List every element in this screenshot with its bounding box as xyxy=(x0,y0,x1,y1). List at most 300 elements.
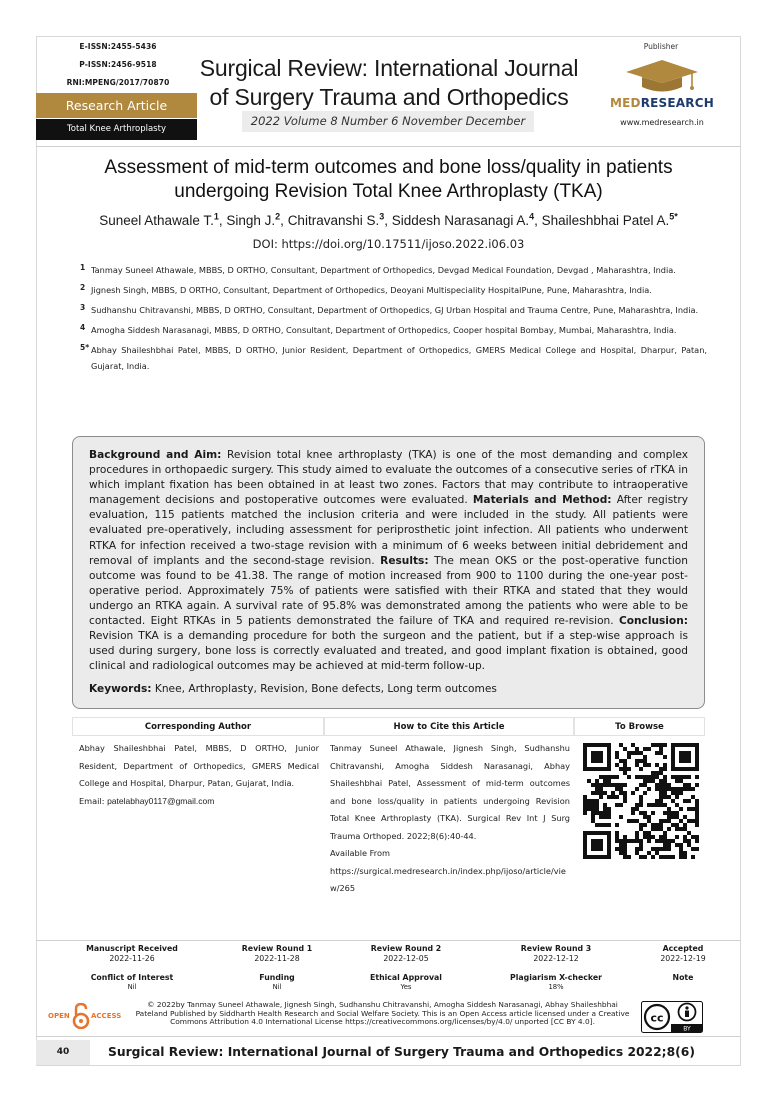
qr-module xyxy=(647,819,651,823)
qr-module xyxy=(647,779,651,783)
qr-module xyxy=(599,787,603,791)
header-divider xyxy=(36,146,741,147)
qr-module xyxy=(663,855,667,859)
ethical-approval xyxy=(346,973,466,991)
qr-module xyxy=(635,751,639,755)
qr-module xyxy=(683,839,687,843)
qr-module xyxy=(595,783,599,787)
author-name: Shaileshbhai Patel A. xyxy=(541,212,670,228)
qr-module xyxy=(663,783,667,787)
qr-module xyxy=(675,815,679,819)
qr-module xyxy=(679,775,683,779)
qr-module xyxy=(591,783,595,787)
methods-text: After registry evaluation, 115 patients matched the inclusion criteria and were included in the study. All patients were evaluated pre-operatively, including assessment for periprosthetic joint infection. All patients who underwent RTKA for infection received a two-stage revision with a minimum of 6 weeks between initial debridement and removal of implants and the second-stage revision. xyxy=(89,494,689,567)
qr-module xyxy=(583,743,587,747)
qr-module xyxy=(607,795,611,799)
affiliation-number: 1 xyxy=(80,263,86,272)
qr-module xyxy=(655,783,659,787)
qr-module xyxy=(631,839,635,843)
journal-title xyxy=(190,54,588,112)
author-name: Chitravanshi S. xyxy=(287,212,380,228)
qr-module xyxy=(655,827,659,831)
qr-module xyxy=(583,855,587,859)
qr-module xyxy=(687,787,691,791)
qr-module xyxy=(679,759,683,763)
qr-module xyxy=(647,787,651,791)
qr-module xyxy=(659,827,663,831)
publisher-label: Publisher xyxy=(643,42,679,51)
qr-module xyxy=(627,819,631,823)
qr-module xyxy=(695,759,699,763)
author-affil-number: 4 xyxy=(529,211,535,221)
qr-module xyxy=(591,791,595,795)
qr-module xyxy=(607,763,611,767)
qr-module xyxy=(587,831,591,835)
author-name: Suneel Athawale T. xyxy=(99,212,214,228)
author-affil-number: 2 xyxy=(275,211,281,221)
qr-module xyxy=(663,767,667,771)
qr-module xyxy=(639,751,643,755)
date-review-round-1 xyxy=(217,944,337,963)
qr-module xyxy=(667,807,671,811)
qr-module xyxy=(659,799,663,803)
qr-module xyxy=(655,743,659,747)
article-url-link[interactable]: https://surgical.medresearch.in/index.php/ijoso/article/view/265 xyxy=(330,865,566,893)
qr-module xyxy=(683,827,687,831)
qr-module xyxy=(643,815,647,819)
article-type-badge: Research Article xyxy=(36,93,197,118)
qr-module xyxy=(623,847,627,851)
qr-module xyxy=(635,839,639,843)
qr-module xyxy=(623,763,627,767)
qr-module xyxy=(615,839,619,843)
qr-module xyxy=(607,855,611,859)
email-link[interactable]: patelabhay0117@gmail.com xyxy=(107,795,215,806)
qr-module xyxy=(583,795,587,799)
qr-module xyxy=(627,767,631,771)
qr-module xyxy=(627,775,631,779)
qr-module xyxy=(583,839,587,843)
qr-module xyxy=(675,843,679,847)
qr-module xyxy=(599,815,603,819)
qr-module xyxy=(675,811,679,815)
qr-module xyxy=(651,823,655,827)
qr-module xyxy=(695,775,699,779)
qr-module xyxy=(643,779,647,783)
email-label: Email: xyxy=(79,795,108,806)
qr-module xyxy=(675,779,679,783)
qr-module xyxy=(623,835,627,839)
doi-link[interactable]: DOI: https://doi.org/10.17511/ijoso.2022.i06.03 xyxy=(252,237,525,251)
qr-module xyxy=(623,747,627,751)
affiliations xyxy=(80,262,707,378)
results-label: Results: xyxy=(380,554,429,567)
qr-module xyxy=(599,831,603,835)
qr-module xyxy=(663,835,667,839)
qr-module xyxy=(695,783,699,787)
qr-module xyxy=(683,783,687,787)
qr-module xyxy=(603,815,607,819)
qr-module xyxy=(599,759,603,763)
declaration-value: Yes xyxy=(400,983,412,991)
qr-module xyxy=(583,843,587,847)
qr-module xyxy=(667,819,671,823)
qr-module xyxy=(607,839,611,843)
qr-module xyxy=(607,775,611,779)
declaration-label: Funding xyxy=(259,973,295,982)
abstract-text xyxy=(89,448,688,674)
qr-module xyxy=(679,767,683,771)
methods-label: Materials and Method: xyxy=(472,494,612,507)
qr-module xyxy=(595,855,599,859)
author-separator: , xyxy=(384,212,392,228)
qr-module xyxy=(627,855,631,859)
qr-module xyxy=(659,855,663,859)
qr-module xyxy=(635,775,639,779)
qr-module xyxy=(675,775,679,779)
qr-module xyxy=(635,831,639,835)
declaration-label: Ethical Approval xyxy=(370,973,442,982)
qr-module xyxy=(591,807,595,811)
qr-module xyxy=(663,775,667,779)
qr-module xyxy=(667,811,671,815)
rni-number: RNI:MPENG/2017/70870 xyxy=(66,78,170,87)
affiliation-item xyxy=(80,342,707,374)
qr-module xyxy=(619,847,623,851)
qr-module xyxy=(591,751,595,755)
qr-module xyxy=(607,843,611,847)
qr-module xyxy=(635,763,639,767)
date-accepted xyxy=(623,944,743,963)
qr-module xyxy=(615,783,619,787)
publisher-url[interactable]: www.medresearch.in xyxy=(620,118,704,127)
qr-module xyxy=(659,767,663,771)
results-text: The mean OKS or the post-operative function outcome was found to be 41.38. The range of motion increased from 900 to 1100 during the one-year post-operative period. Approximately 75% of patients were satisfied with their RTKA and stated that they would undergo an RTKA again. A survival rate of 95.8% was demonstrated among the patients who were able to be contacted. Eight RTKAs in 5 patients demonstrated the failure of TKA and required re-revision. xyxy=(89,554,688,628)
qr-module xyxy=(651,771,655,775)
qr-module xyxy=(615,775,619,779)
qr-module xyxy=(607,807,611,811)
affiliation-text: Tanmay Suneel Athawale, MBBS, D ORTHO, Consultant, Department of Orthopedics, Devgad Medical Foundation, Devgad , Maharashtra, India. xyxy=(91,265,676,275)
qr-module xyxy=(675,767,679,771)
qr-module xyxy=(679,791,683,795)
qr-module xyxy=(671,787,675,791)
qr-module xyxy=(603,803,607,807)
qr-module xyxy=(599,843,603,847)
qr-module xyxy=(591,811,595,815)
qr-code-icon[interactable] xyxy=(583,743,699,859)
qr-module xyxy=(643,831,647,835)
qr-module xyxy=(599,795,603,799)
qr-module xyxy=(639,823,643,827)
qr-module xyxy=(607,747,611,751)
qr-module xyxy=(595,755,599,759)
qr-module xyxy=(611,775,615,779)
author-affil-number: 5* xyxy=(669,211,678,221)
qr-module xyxy=(683,835,687,839)
date-value: 2022-11-26 xyxy=(109,954,155,963)
conflict-of-interest xyxy=(72,973,192,991)
qr-module xyxy=(691,847,695,851)
qr-module xyxy=(583,799,587,803)
qr-module xyxy=(583,747,587,751)
email-line xyxy=(79,793,319,811)
qr-module xyxy=(635,803,639,807)
qr-module xyxy=(595,799,599,803)
qr-module xyxy=(679,819,683,823)
qr-module xyxy=(623,791,627,795)
qr-module xyxy=(595,759,599,763)
qr-module xyxy=(675,803,679,807)
qr-module xyxy=(619,759,623,763)
qr-module xyxy=(671,747,675,751)
qr-module xyxy=(615,763,619,767)
qr-module xyxy=(623,783,627,787)
qr-module xyxy=(651,855,655,859)
qr-module xyxy=(595,847,599,851)
qr-module xyxy=(603,811,607,815)
qr-module xyxy=(695,803,699,807)
qr-module xyxy=(607,835,611,839)
qr-module xyxy=(623,799,627,803)
qr-module xyxy=(583,751,587,755)
qr-module xyxy=(675,835,679,839)
qr-module xyxy=(655,839,659,843)
qr-module xyxy=(607,831,611,835)
qr-module xyxy=(655,763,659,767)
qr-module xyxy=(595,839,599,843)
qr-module xyxy=(607,767,611,771)
qr-module xyxy=(623,843,627,847)
qr-module xyxy=(647,839,651,843)
author-separator: , xyxy=(280,212,288,228)
qr-module xyxy=(595,811,599,815)
keywords-label: Keywords: xyxy=(89,683,152,696)
qr-module xyxy=(643,855,647,859)
qr-module xyxy=(643,823,647,827)
qr-module xyxy=(655,847,659,851)
qr-module xyxy=(663,787,667,791)
qr-module xyxy=(695,847,699,851)
graduation-cap-logo xyxy=(624,58,700,96)
qr-module xyxy=(623,771,627,775)
qr-module xyxy=(663,755,667,759)
qr-module xyxy=(683,743,687,747)
qr-module xyxy=(671,855,675,859)
qr-module xyxy=(583,803,587,807)
date-value: 2022-12-05 xyxy=(383,954,429,963)
qr-module xyxy=(607,851,611,855)
qr-module xyxy=(603,779,607,783)
affiliation-number: 4 xyxy=(80,323,86,332)
publisher-name-part-b: RESEARCH xyxy=(640,96,714,110)
qr-module xyxy=(695,835,699,839)
qr-module xyxy=(659,803,663,807)
qr-module xyxy=(671,775,675,779)
qr-module xyxy=(675,787,679,791)
qr-module xyxy=(687,843,691,847)
publisher-logo-text xyxy=(608,96,716,110)
qr-module xyxy=(683,851,687,855)
qr-module xyxy=(667,847,671,851)
qr-module xyxy=(591,743,595,747)
qr-module xyxy=(671,767,675,771)
abstract-box xyxy=(72,436,705,709)
qr-module xyxy=(599,743,603,747)
qr-module xyxy=(599,855,603,859)
qr-module xyxy=(683,775,687,779)
qr-module xyxy=(695,755,699,759)
qr-module xyxy=(671,839,675,843)
qr-module xyxy=(671,799,675,803)
qr-module xyxy=(695,751,699,755)
qr-module xyxy=(635,835,639,839)
qr-module xyxy=(691,767,695,771)
qr-module xyxy=(643,755,647,759)
qr-module xyxy=(643,791,647,795)
declaration-value: 18% xyxy=(548,983,564,991)
qr-module xyxy=(583,811,587,815)
qr-module xyxy=(663,803,667,807)
qr-module xyxy=(663,843,667,847)
qr-module xyxy=(647,831,651,835)
affiliation-number: 3 xyxy=(80,303,86,312)
qr-module xyxy=(615,751,619,755)
qr-module xyxy=(683,755,687,759)
qr-module xyxy=(583,763,587,767)
qr-module xyxy=(619,743,623,747)
date-review-round-2 xyxy=(346,944,466,963)
declaration-label: Plagiarism X-checker xyxy=(510,973,602,982)
qr-module xyxy=(595,823,599,827)
qr-module xyxy=(659,751,663,755)
author xyxy=(288,213,392,228)
qr-module xyxy=(603,807,607,811)
qr-module xyxy=(663,831,667,835)
qr-module xyxy=(607,743,611,747)
qr-module xyxy=(643,775,647,779)
qr-module xyxy=(615,787,619,791)
cite-header: How to Cite this Article xyxy=(324,717,574,736)
qr-module xyxy=(687,839,691,843)
qr-module xyxy=(683,823,687,827)
qr-module xyxy=(679,827,683,831)
qr-module xyxy=(663,839,667,843)
qr-module xyxy=(679,743,683,747)
qr-module xyxy=(667,783,671,787)
keywords xyxy=(89,683,688,695)
qr-module xyxy=(639,847,643,851)
qr-module xyxy=(683,815,687,819)
meta-divider xyxy=(36,940,741,941)
qr-module xyxy=(603,743,607,747)
qr-module xyxy=(691,807,695,811)
qr-module xyxy=(691,787,695,791)
qr-module xyxy=(595,787,599,791)
cc-by-license-icon[interactable] xyxy=(641,1001,703,1033)
citation-text: Tanmay Suneel Athawale, Jignesh Singh, Sudhanshu Chitravanshi, Amogha Siddesh Narasanagi, Abhay Shaileshbhai Patel, Assessment of mid-term outcomes and bone loss/quality in patients undergoing Revision Total Knee Arthroplasty (TKA). Surgical Rev Int J Surg Trauma Orthoped. 2022;8(6):40-44. xyxy=(330,743,570,841)
qr-module xyxy=(639,775,643,779)
pissn: P-ISSN:2456-9518 xyxy=(79,60,157,69)
volume-info: 2022 Volume 8 Number 6 November December xyxy=(242,111,534,132)
qr-module xyxy=(583,851,587,855)
qr-module xyxy=(635,807,639,811)
declaration-value: Nil xyxy=(127,983,137,991)
qr-module xyxy=(647,851,651,855)
qr-module xyxy=(659,823,663,827)
qr-module xyxy=(607,759,611,763)
qr-module xyxy=(691,819,695,823)
qr-module xyxy=(631,743,635,747)
qr-module xyxy=(667,855,671,859)
qr-module xyxy=(639,811,643,815)
available-from-label: Available From xyxy=(330,848,390,858)
author xyxy=(542,213,678,228)
qr-module xyxy=(591,855,595,859)
author-name: Singh J. xyxy=(226,212,276,228)
funding xyxy=(217,973,337,991)
qr-module xyxy=(635,819,639,823)
qr-module xyxy=(607,811,611,815)
qr-module xyxy=(631,751,635,755)
qr-module xyxy=(675,795,679,799)
qr-module xyxy=(659,779,663,783)
qr-module xyxy=(611,795,615,799)
qr-module xyxy=(599,811,603,815)
qr-module xyxy=(599,755,603,759)
qr-module xyxy=(687,755,691,759)
qr-module xyxy=(639,759,643,763)
qr-module xyxy=(691,743,695,747)
browse-header: To Browse xyxy=(574,717,705,736)
qr-module xyxy=(647,815,651,819)
qr-module xyxy=(663,779,667,783)
qr-module xyxy=(659,787,663,791)
qr-module xyxy=(619,843,623,847)
date-review-round-3 xyxy=(496,944,616,963)
qr-module xyxy=(599,847,603,851)
qr-module xyxy=(599,767,603,771)
qr-module xyxy=(635,847,639,851)
author-separator: , xyxy=(534,212,542,228)
qr-module xyxy=(607,815,611,819)
qr-module xyxy=(667,839,671,843)
qr-module xyxy=(595,831,599,835)
qr-module xyxy=(683,759,687,763)
qr-module xyxy=(591,819,595,823)
qr-module xyxy=(595,843,599,847)
qr-module xyxy=(615,755,619,759)
qr-module xyxy=(607,755,611,759)
date-label: Review Round 1 xyxy=(241,944,313,953)
qr-module xyxy=(643,763,647,767)
qr-module xyxy=(599,783,603,787)
declaration-label: Conflict of Interest xyxy=(90,973,174,982)
qr-module xyxy=(687,783,691,787)
qr-module xyxy=(603,767,607,771)
qr-module xyxy=(655,787,659,791)
qr-module xyxy=(675,827,679,831)
note xyxy=(623,973,743,983)
qr-module xyxy=(619,787,623,791)
qr-module xyxy=(611,783,615,787)
publisher-name-part-a: MED xyxy=(610,96,641,110)
date-label: Accepted xyxy=(662,944,704,953)
affiliation-number: 5* xyxy=(80,343,90,352)
qr-module xyxy=(659,771,663,775)
qr-module xyxy=(639,827,643,831)
qr-module xyxy=(683,751,687,755)
qr-module xyxy=(587,779,591,783)
